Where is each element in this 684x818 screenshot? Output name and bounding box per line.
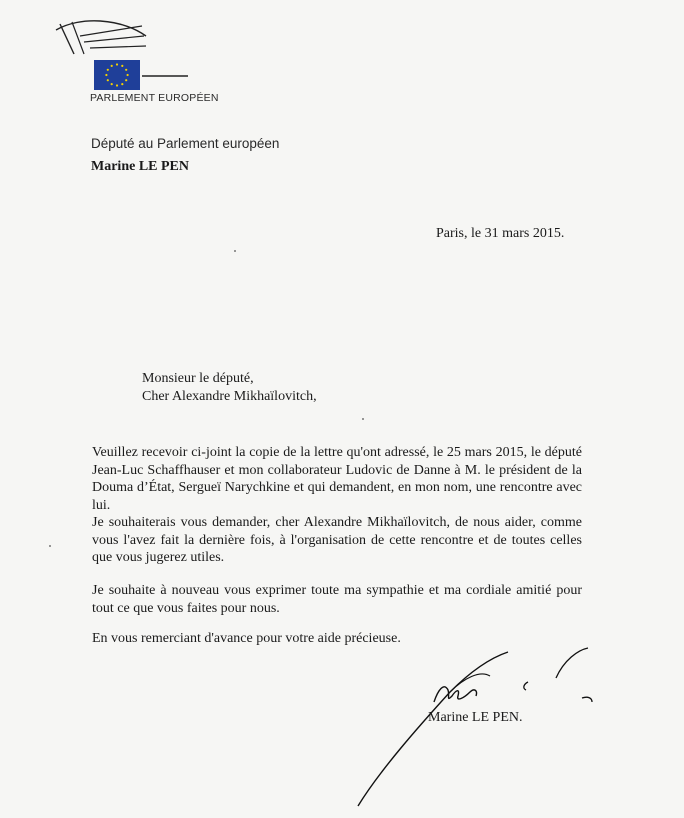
scan-speck (234, 250, 236, 252)
european-parliament-logo (50, 14, 219, 110)
sender-name: Marine LE PEN (91, 159, 189, 174)
institution-name: PARLEMENT EUROPÉEN (90, 92, 219, 104)
body-paragraph: Je souhaiterais vous demander, cher Alexandre Mikhaïlovitch, de nous aider, comme vous l'avez fait la dernière fois, à l'organisation de cette rencontre et de toutes celles que vous jugerez utiles. (92, 515, 582, 565)
scan-speck (362, 418, 364, 420)
sender-title: Député au Parlement européen (91, 136, 280, 151)
body-paragraph: Je souhaite à nouveau vous exprimer toute ma sympathie et ma cordiale amitié pour tout ce que vous faites pour nous. (92, 583, 582, 616)
salutation-line: Monsieur le député, (142, 371, 254, 386)
body-paragraph: En vous remerciant d'avance pour votre aide précieuse. (92, 631, 401, 646)
body-paragraph: Veuillez recevoir ci-joint la copie de la lettre qu'ont adressé, le 25 mars 2015, le député Jean-Luc Schaffhauser et mon collaborateur Ludovic de Danne à M. le président de la Douma d’État, Sergueï Narychkine et qui demandent, en mon nom, une rencontre avec lui. (92, 445, 582, 513)
scan-speck (49, 545, 51, 547)
salutation (142, 370, 317, 406)
salutation-line: Cher Alexandre Mikhaïlovitch, (142, 389, 317, 404)
parliament-emblem-icon (50, 14, 200, 94)
signatory-name: Marine LE PEN. (428, 710, 523, 725)
letter-date: Paris, le 31 mars 2015. (436, 226, 565, 241)
